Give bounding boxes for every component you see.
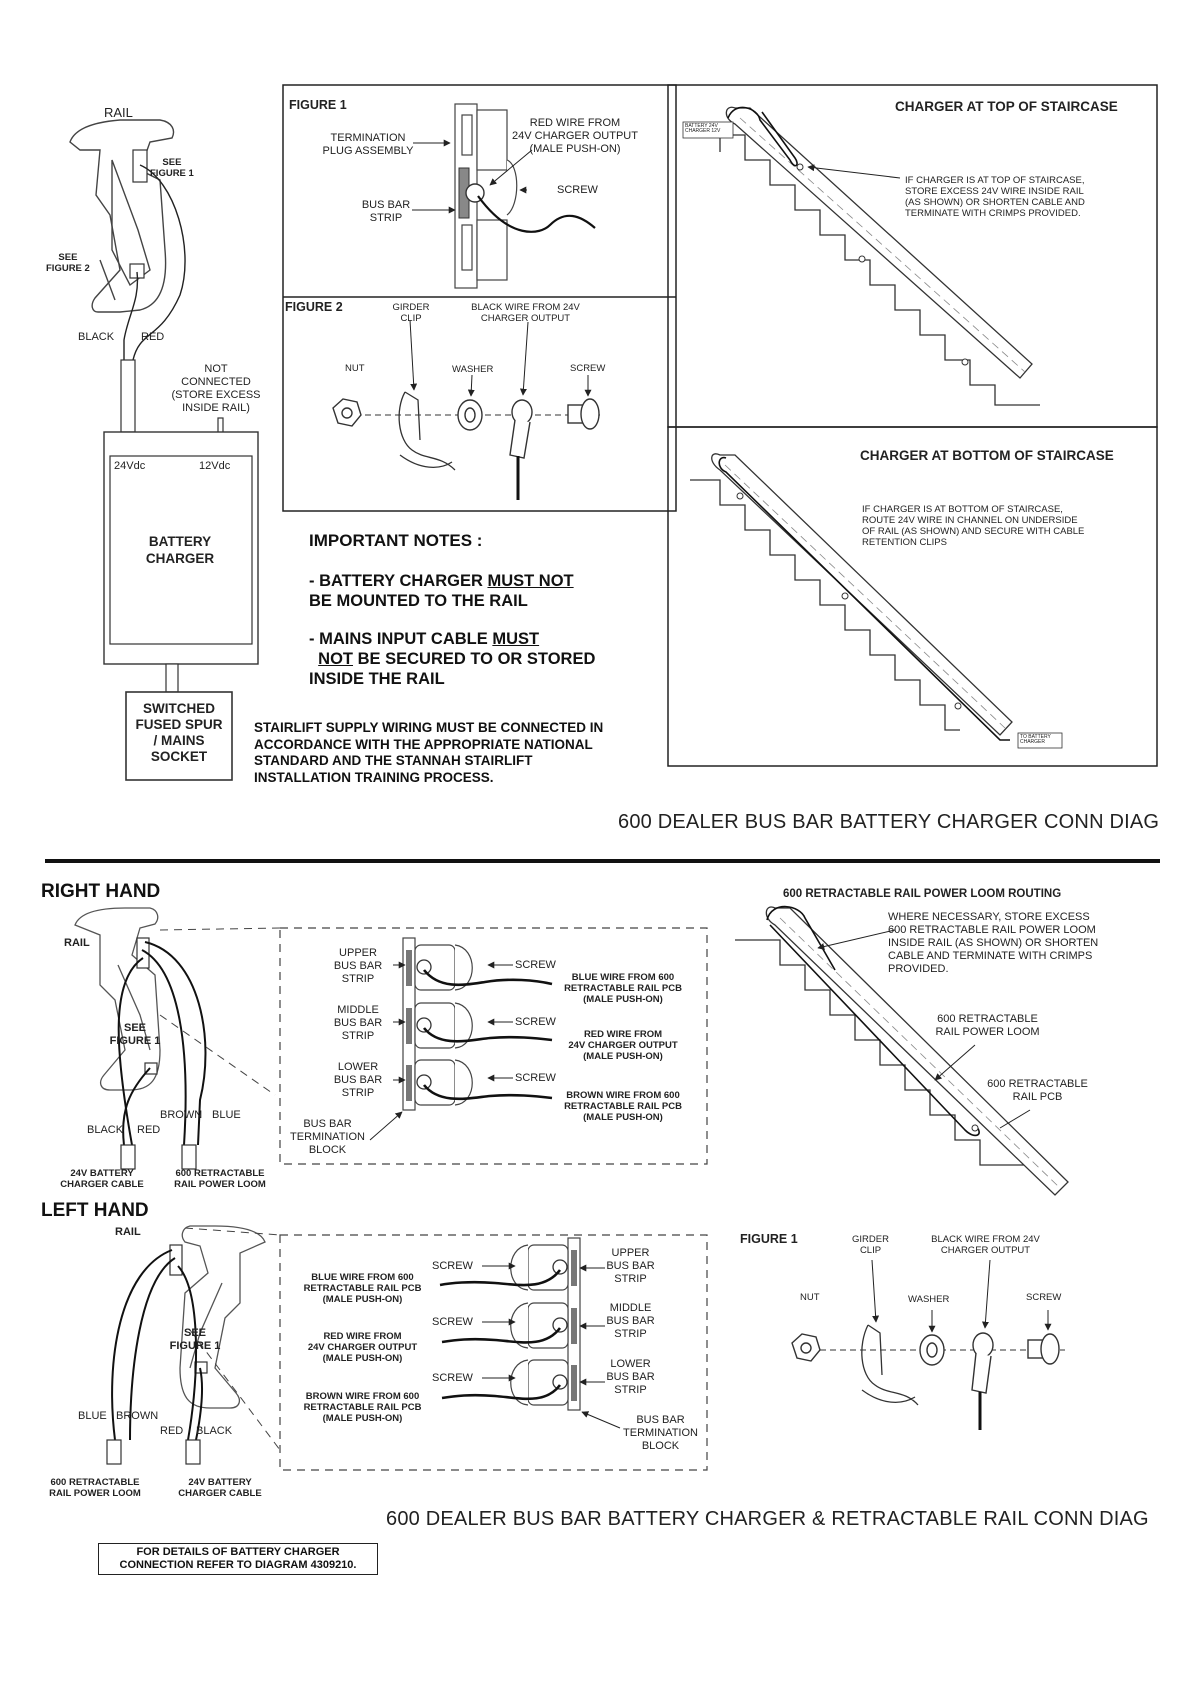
bottom-nut-label: NUT [800, 1292, 820, 1303]
pcb-label: 600 RETRACTABLE RAIL PCB [987, 1078, 1088, 1103]
rh-cable-battery [121, 1145, 135, 1169]
bottom-stair-note: IF CHARGER IS AT BOTTOM OF STAIRCASE, ROUTE 24V WIRE IN CHANNEL ON UNDERSIDE OF RAIL (AS SHOWN) AND SECURE WITH CABLE RETENTION CLIPS [862, 504, 1085, 548]
lh-power-loom-label: 600 RETRACTABLE RAIL POWER LOOM [49, 1477, 141, 1499]
see-figure1-label: SEE FIGURE 1 [150, 157, 194, 179]
bottom-diagram-title: 600 DEALER BUS BAR BATTERY CHARGER & RETRACTABLE RAIL CONN DIAG [386, 1508, 1149, 1530]
lh-termination-block-label: BUS BAR TERMINATION BLOCK [623, 1414, 698, 1452]
rh-brown-label: BROWN [160, 1109, 203, 1121]
not-connected-label: NOT CONNECTED (STORE EXCESS INSIDE RAIL) [171, 363, 261, 414]
reference-note-box: FOR DETAILS OF BATTERY CHARGER CONNECTION REFER TO DIAGRAM 4309210. [98, 1543, 378, 1575]
lh-brown-label: BROWN [116, 1410, 159, 1422]
leader-washer [471, 375, 472, 396]
routing-note: WHERE NECESSARY, STORE EXCESS 600 RETRACTABLE RAIL POWER LOOM INSIDE RAIL (AS SHOWN) OR SHORTEN CABLE AND TERMINATE WITH CRIMPS PROVIDED. [888, 911, 1099, 975]
rh-busbar-upper [406, 950, 412, 986]
lh-red-label: RED [160, 1425, 184, 1437]
important-note-1: - BATTERY CHARGER MUST NOT BE MOUNTED TO THE RAIL [309, 572, 574, 610]
leader-routing-note [818, 930, 895, 948]
top-stair-title: CHARGER AT TOP OF STAIRCASE [895, 99, 1118, 114]
bottom-black-wire-label: BLACK WIRE FROM 24V CHARGER OUTPUT [931, 1234, 1040, 1256]
lh-busbar-upper [571, 1250, 577, 1286]
washer-label: WASHER [452, 364, 494, 375]
rh-battery-cable-label: 24V BATTERY CHARGER CABLE [60, 1168, 144, 1190]
rh-termination-block-label: BUS BAR TERMINATION BLOCK [290, 1118, 365, 1156]
lh-brown-wire-label: BROWN WIRE FROM 600 RETRACTABLE RAIL PCB (MALE PUSH-ON) [303, 1391, 422, 1424]
bottom-figure1-title: FIGURE 1 [740, 1232, 798, 1246]
ring-terminal-shape [510, 400, 532, 458]
cable-sheath [121, 360, 135, 432]
red-wire-fig1-label: RED WIRE FROM 24V CHARGER OUTPUT (MALE PUSH-ON) [512, 117, 638, 155]
lh-screw-label-2: SCREW [432, 1316, 473, 1328]
red-wire-label: RED [141, 331, 165, 343]
left-hand-heading: LEFT HAND [41, 1200, 149, 1221]
top-diagram-title: 600 DEALER BUS BAR BATTERY CHARGER CONN DIAG [618, 811, 1160, 833]
rh-wire-red [119, 958, 143, 1145]
loom-label: 600 RETRACTABLE RAIL POWER LOOM [935, 1013, 1040, 1038]
bottom-washer-label: WASHER [908, 1294, 950, 1305]
lh-upper-label: UPPER BUS BAR STRIP [606, 1247, 655, 1285]
see-figure2-label: SEE FIGURE 2 [46, 252, 90, 274]
supply-wiring-note: STAIRLIFT SUPPLY WIRING MUST BE CONNECTED IN ACCORDANCE WITH THE APPROPRIATE NATIONAL STANDARD AND THE STANNAH STAIRLIFT INSTALLATION TRAINING PROCESS. [254, 720, 604, 785]
screw-shape-fig2 [568, 399, 599, 429]
rh-rail-label: RAIL [64, 937, 90, 949]
rh-busbar-lower [406, 1065, 412, 1101]
leader-black-wire-bottom [985, 1260, 990, 1328]
lh-screw-label-1: SCREW [432, 1260, 473, 1272]
rh-zoom-line-bottom [160, 1015, 275, 1095]
termination-plug-label: TERMINATION PLUG ASSEMBLY [322, 132, 414, 157]
rh-black-label: BLACK [87, 1124, 124, 1136]
washer-shape-bottom [920, 1335, 944, 1365]
figure1-title: FIGURE 1 [289, 98, 347, 112]
lh-battery-cable-label: 24V BATTERY CHARGER CABLE [178, 1477, 262, 1499]
bottom-girder-label: GIRDER CLIP [852, 1234, 889, 1256]
girder-clip-label: GIRDER CLIP [392, 302, 430, 324]
lh-blue-wire-label: BLUE WIRE FROM 600 RETRACTABLE RAIL PCB (MALE PUSH-ON) [303, 1272, 422, 1305]
rh-see-figure1: SEE FIGURE 1 [109, 1022, 161, 1047]
plug-fig1-marker [133, 150, 147, 182]
screw-shape-bottom [1028, 1334, 1059, 1364]
battery-charger-label: BATTERY CHARGER [145, 534, 215, 566]
bus-bar-fig1-label: BUS BAR STRIP [361, 199, 411, 224]
lh-rail-label: RAIL [115, 1226, 141, 1238]
leader-girder-bottom [872, 1260, 876, 1322]
rh-upper-label: UPPER BUS BAR STRIP [333, 947, 383, 985]
rh-blue-wire-label: BLUE WIRE FROM 600 RETRACTABLE RAIL PCB (MALE PUSH-ON) [564, 972, 682, 1005]
rh-lower-label: LOWER BUS BAR STRIP [333, 1061, 383, 1099]
ring-terminal-bottom [972, 1333, 993, 1393]
nut-shape [333, 399, 361, 426]
bottom-stair-title: CHARGER AT BOTTOM OF STAIRCASE [860, 448, 1114, 463]
nut-label: NUT [345, 363, 365, 374]
lh-screw-label-3: SCREW [432, 1372, 473, 1384]
lh-busbar-lower [571, 1365, 577, 1401]
screw-fig2-label: SCREW [570, 363, 606, 374]
black-wire-fig2-label: BLACK WIRE FROM 24V CHARGER OUTPUT [471, 302, 580, 324]
lh-termination-block [511, 1238, 580, 1410]
nut-shape-bottom [792, 1334, 820, 1361]
rail-profile-left-hand [180, 1226, 265, 1408]
leader-girder [410, 320, 414, 390]
rh-zoom-line-top [160, 928, 280, 930]
lh-lower-label: LOWER BUS BAR STRIP [606, 1358, 655, 1396]
figure2-title: FIGURE 2 [285, 300, 343, 314]
rail-profile-top [70, 120, 174, 312]
bottom-stair-tag: TO BATTERY CHARGER [1020, 734, 1051, 745]
staircase-top [720, 107, 1040, 405]
girder-clip-shape [399, 392, 455, 470]
rh-termination-block [403, 938, 472, 1110]
leader-black-wire [523, 322, 528, 395]
important-notes-title: IMPORTANT NOTES : [309, 531, 483, 550]
bottom-screw-label: SCREW [1026, 1292, 1062, 1303]
right-hand-heading: RIGHT HAND [41, 881, 161, 902]
rh-red-label: RED [137, 1124, 161, 1136]
lh-red-wire-label: RED WIRE FROM 24V CHARGER OUTPUT (MALE PUSH-ON) [307, 1331, 418, 1364]
lh-cable-battery [186, 1440, 200, 1464]
rh-brown-wire-label: BROWN WIRE FROM 600 RETRACTABLE RAIL PCB (MALE PUSH-ON) [564, 1090, 682, 1123]
staircase-bottom [690, 454, 1012, 740]
rh-busbar-middle [406, 1008, 412, 1044]
terminal-24vdc: 24Vdc [114, 460, 146, 472]
rh-middle-label: MIDDLE BUS BAR STRIP [333, 1004, 383, 1042]
terminal-12vdc: 12Vdc [199, 460, 231, 472]
rh-screw-label-3: SCREW [515, 1072, 556, 1084]
washer-shape [458, 400, 482, 430]
rh-cable-loom [182, 1145, 196, 1169]
top-stair-note: IF CHARGER IS AT TOP OF STAIRCASE, STORE EXCESS 24V WIRE INSIDE RAIL (AS SHOWN) OR SHORTEN CABLE AND TERMINATE WITH CRIMPS PROVIDED. [905, 175, 1085, 219]
lh-leader-block [582, 1412, 620, 1428]
rh-power-loom-label: 600 RETRACTABLE RAIL POWER LOOM [174, 1168, 266, 1190]
socket-label: SWITCHED FUSED SPUR / MAINS SOCKET [135, 701, 223, 764]
lh-blue-label: BLUE [78, 1410, 107, 1422]
rh-red-wire-label: RED WIRE FROM 24V CHARGER OUTPUT (MALE PUSH-ON) [568, 1029, 678, 1062]
lh-see-figure1: SEE FIGURE 1 [169, 1327, 221, 1352]
important-note-2: - MAINS INPUT CABLE MUST NOT BE SECURED TO OR STORED INSIDE THE RAIL [309, 630, 596, 688]
screw-fig1-label: SCREW [557, 184, 598, 196]
routing-title: 600 RETRACTABLE RAIL POWER LOOM ROUTING [783, 888, 1062, 900]
top-stair-tag: BATTERY 24V CHARGER 12V [685, 123, 721, 134]
mains-cable [166, 664, 178, 692]
rh-screw-label-2: SCREW [515, 1016, 556, 1028]
rh-screw-label-1: SCREW [515, 959, 556, 971]
black-wire-label: BLACK [78, 331, 115, 343]
lh-zoom-line-top [185, 1228, 280, 1235]
girder-clip-bottom [862, 1325, 918, 1405]
lh-busbar-middle [571, 1308, 577, 1344]
rh-blue-label: BLUE [212, 1109, 241, 1121]
lh-middle-label: MIDDLE BUS BAR STRIP [606, 1302, 655, 1340]
lh-cable-loom [107, 1440, 121, 1464]
rail-label: RAIL [104, 105, 133, 120]
lh-black-label: BLACK [196, 1425, 233, 1437]
